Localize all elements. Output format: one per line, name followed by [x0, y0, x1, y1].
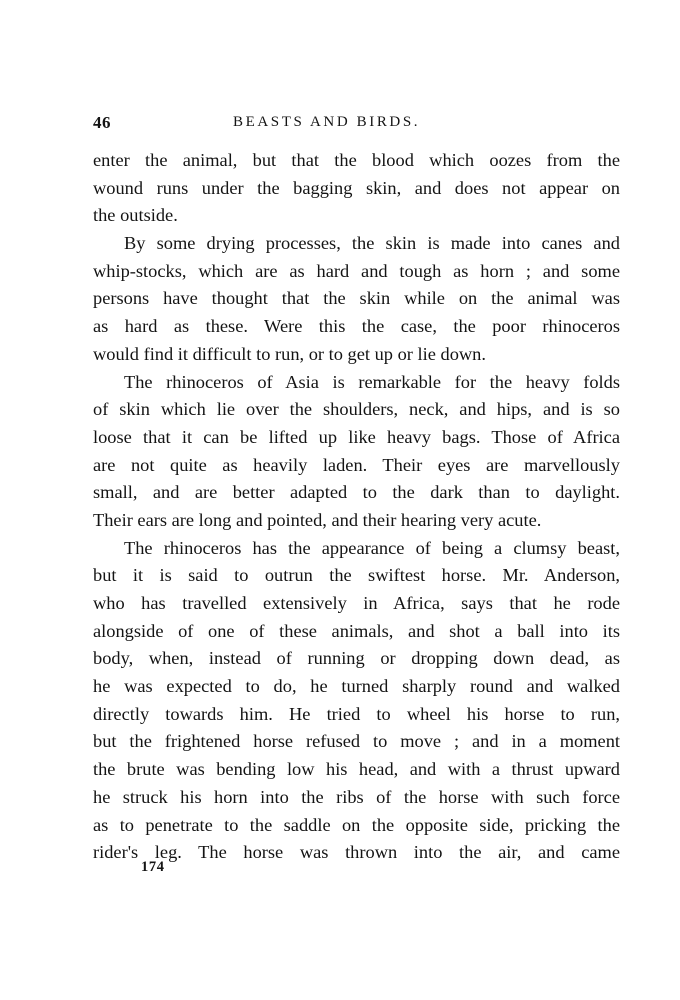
text-line: enter the animal, but that the blood which oozes from the — [93, 150, 620, 170]
text-line: who has travelled extensively in Africa, says that he rode — [93, 593, 620, 613]
text-line: are not quite as heavily laden. Their eyes are marvellously — [93, 454, 620, 475]
text-line: of skin which lie over the shoulders, neck, and hips, and is so — [93, 399, 620, 420]
running-head — [93, 113, 620, 137]
text-line: as to penetrate to the saddle on the opposite side, pricking the — [93, 814, 620, 835]
text-line: By some drying processes, the skin is made into canes and — [124, 233, 620, 254]
text-line: rider's leg. The horse was thrown into the air, and came — [93, 842, 620, 863]
text-line: The rhinoceros has the appearance of being a clumsy beast, — [124, 537, 620, 558]
text-line: body, when, instead of running or dropping down dead, as — [93, 648, 620, 669]
text-line: Their ears are long and pointed, and their hearing very acute. — [93, 509, 542, 530]
text-line: persons have thought that the skin while on the animal was — [93, 288, 620, 309]
text-line: wound runs under the bagging skin, and does not appear on — [93, 177, 620, 198]
text-line: but it is said to outrun the swiftest horse. Mr. Anderson, — [93, 565, 620, 586]
text-line: The rhinoceros of Asia is remarkable for the heavy folds — [124, 371, 620, 392]
text-line: the brute was bending low his head, and with a thrust upward — [93, 759, 620, 780]
text-line: whip-stocks, which are as hard and tough as horn ; and some — [93, 260, 620, 281]
text-line: small, and are better adapted to the dark than to daylight. — [93, 482, 620, 503]
text-line: he struck his horn into the ribs of the horse with such force — [93, 786, 620, 807]
text-line: but the frightened horse refused to move ; and in a moment — [93, 731, 620, 752]
page-number: 46 — [93, 113, 111, 132]
text-line: the outside. — [93, 205, 178, 226]
body-text — [93, 147, 620, 867]
text-line: he was expected to do, he turned sharply round and walked — [93, 676, 620, 697]
signature-mark: 174 — [141, 859, 165, 875]
text-line: loose that it can be lifted up like heavy bags. Those of Africa — [93, 426, 620, 447]
text-line: directly towards him. He tried to wheel his horse to run, — [93, 703, 620, 724]
text-line: would find it difficult to run, or to get up or lie down. — [93, 343, 486, 364]
running-title: BEASTS AND BIRDS. — [233, 114, 421, 130]
text-line: alongside of one of these animals, and shot a ball into its — [93, 620, 620, 641]
text-line: as hard as these. Were this the case, the poor rhinoceros — [93, 316, 620, 337]
